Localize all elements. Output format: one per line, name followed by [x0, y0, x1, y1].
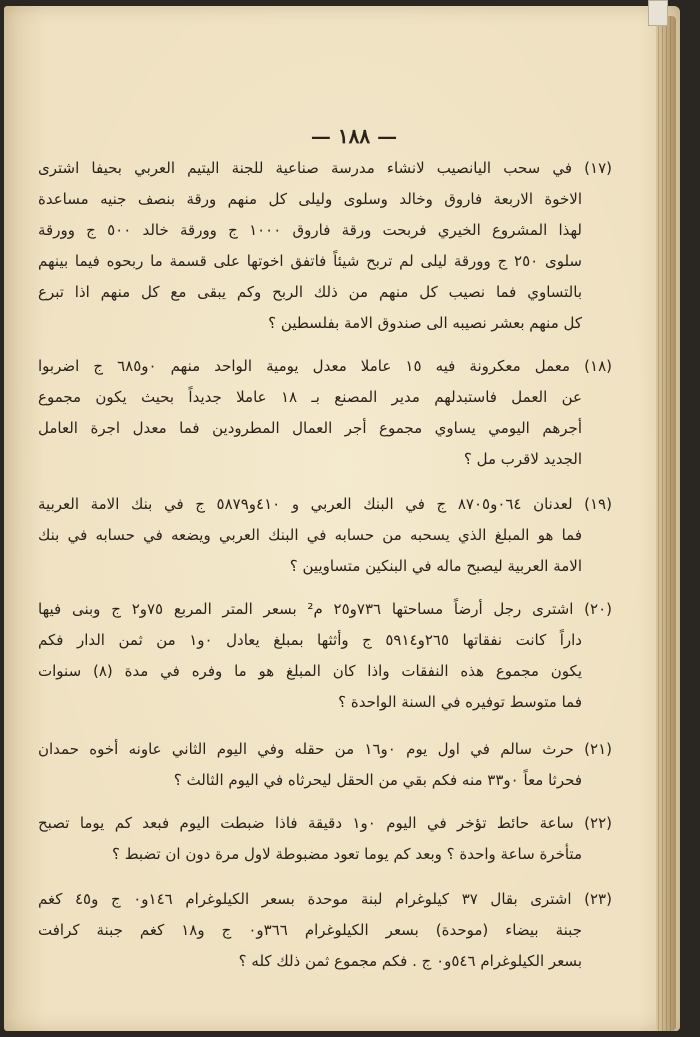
problems-text	[38, 153, 612, 977]
page-leaves	[658, 16, 674, 1031]
problem-line: فما هو المبلغ الذي يسحبه من حسابه في البنك العربي ويضعه في حسابه في بنك	[38, 526, 582, 544]
problem-line: الجديد لاقرب مل ؟	[463, 450, 582, 468]
problem-line: سلوى ٢٥٠ ج وورقة ليلى لم تربح شيئاً فاتفق اخوتها على قسمة ما ربحوه فيما بينهم	[38, 252, 583, 270]
problem-line: عن العمل فاستبدلهم مدير المصنع بـ ١٨ عاملا جديداً بحيث يكون مجموع	[38, 388, 582, 406]
problem-line: كل منهم بعشر نصيبه الى صندوق الامة بفلسطين ؟	[268, 314, 582, 332]
problem-line: الامة العربية ليصبح ماله في البنكين متساويين ؟	[289, 557, 582, 575]
problem-line: الاخوة الاربعة فاروق وخالد وسلوى وليلى كل منهم ورقة بنصف جنيه مساعدة	[38, 190, 582, 208]
problem-line: لهذا المشروع الخيري فربحت ورقة فاروق ١٠٠٠ ج وورقة خالد ٥٠٠ ج وورقة	[38, 221, 582, 239]
problem-line: (٢٣) اشترى بقال ٣٧ كيلوغرام لبنة موحدة بسعر الكيلوغرام ١٤٦و٠ ج و٤٥ كغم	[38, 890, 612, 908]
problem-19	[38, 489, 612, 582]
problem-line: يكون مجموع هذه النفقات واذا كان المبلغ هو ما وفره في مدة (٨) سنوات	[38, 662, 582, 680]
problem-line: (١٩) لعدنان ٠٦٤و٨٧٠٥ ج في البنك العربي و ٤١٠و٥٨٧٩ ج في بنك الامة العربية	[38, 495, 612, 513]
problem-line: جبنة بيضاء (موحدة) بسعر الكيلوغرام ٣٦٦و٠ ج و١٨ كغم جبنة كرافت	[38, 921, 582, 939]
problem-line: (١٧) في سحب اليانصيب لانشاء مدرسة صناعية للجنة اليتيم العربي بحيفا اشترى	[38, 159, 612, 177]
problem-line: أجرهم اليومي يساوي مجموع أجر العمال المطرودين فما معدل اجرة العامل	[38, 419, 582, 437]
problem-line: داراً كانت نفقاتها ٢٦٥و٥٩١٤ ج وأثثها بمبلغ يعادل ٠و١ من ثمن الدار فكم	[38, 631, 582, 649]
problem-line: متأخرة ساعة واحدة ؟ وبعد كم يوما تعود مضبوطة لاول مرة دون ان تضبط ؟	[111, 845, 582, 863]
problem-line: بالتساوي فما نصيب كل منهم من ذلك الربح وكم يبقى مع كل منهم اذا تبرع	[38, 283, 582, 301]
problem-17	[38, 153, 612, 339]
problem-line: فما متوسط توفيره في السنة الواحدة ؟	[338, 693, 582, 711]
page-number: — ١٨٨ —	[310, 124, 398, 148]
paper-page	[4, 6, 680, 1031]
problem-23	[38, 884, 612, 977]
problem-line: (٢٠) اشترى رجل أرضاً مساحتها ٧٣٦و٢٥ م² بسعر المتر المربع ٧٥و٢ ج وبنى فيها	[38, 600, 612, 618]
problem-line: (٢١) حرث سالم في اول يوم ٠و١٦ من حقله وفي اليوم الثاني عاونه أخوه حمدان	[38, 740, 612, 758]
problem-21	[38, 734, 612, 796]
problem-line: (١٨) معمل معكرونة فيه ١٥ عاملا معدل يومية الواحد منهم ٠و٦٨٥ ج اضربوا	[38, 357, 612, 375]
problem-line: (٢٢) ساعة حائط تؤخر في اليوم ٠و١ دقيقة فاذا ضبطت اليوم فبعد كم يوما تصبح	[38, 814, 612, 832]
problem-20	[38, 594, 612, 718]
bookmark-ribbon	[648, 0, 668, 26]
problem-22	[38, 808, 612, 870]
problem-18	[38, 351, 612, 475]
problem-line: بسعر الكيلوغرام ٥٤٦و٠ ج . فكم مجموع ثمن ذلك كله ؟	[238, 952, 582, 970]
problem-line: فحرثا معاً ٠و٣٣ منه فكم بقي من الحقل ليحرثاه في اليوم الثالث ؟	[173, 771, 582, 789]
